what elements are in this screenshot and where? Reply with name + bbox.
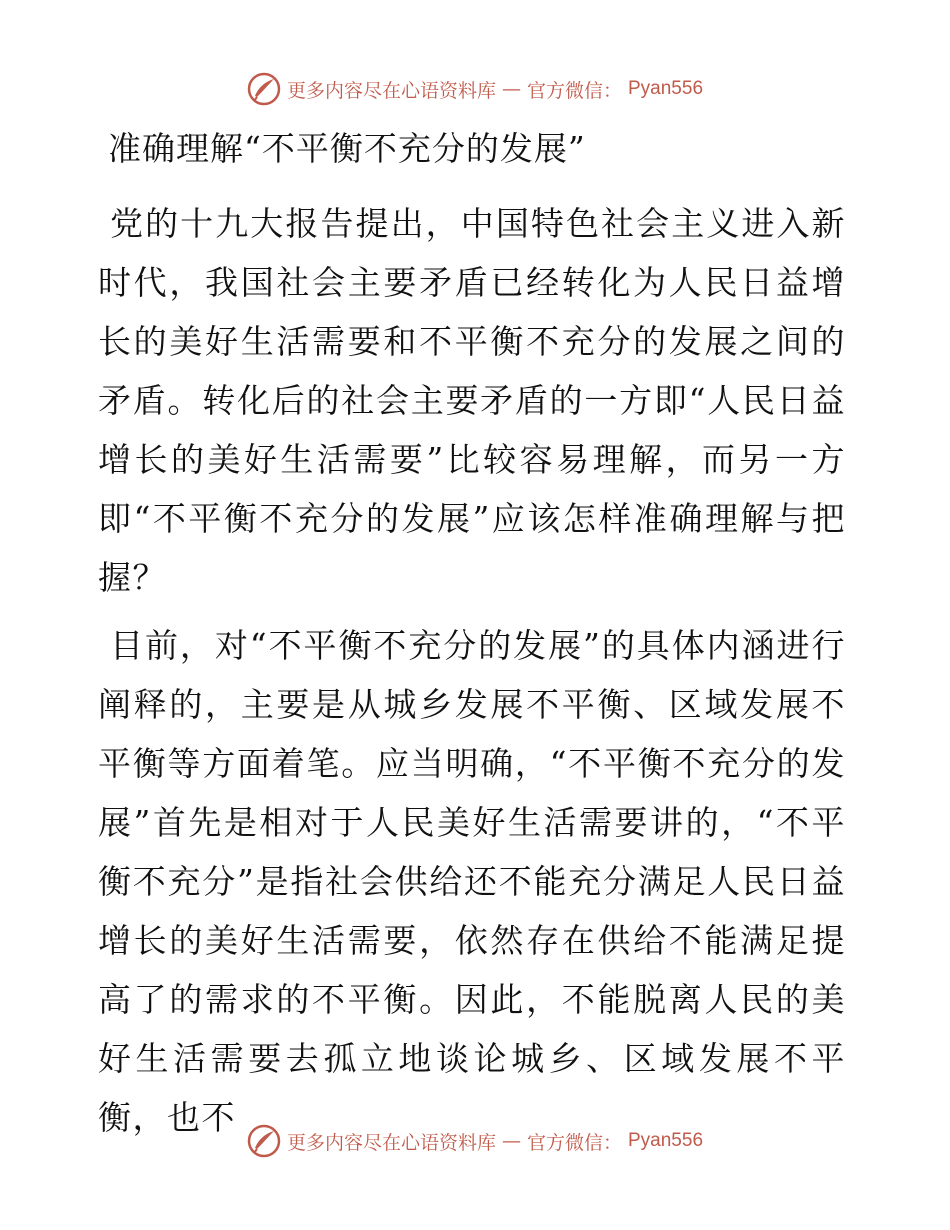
feather-logo-icon xyxy=(247,72,281,106)
watermark-wechat-id: Pyan556 xyxy=(628,1130,704,1151)
watermark-wechat-label: 官方微信： xyxy=(526,1131,622,1154)
watermark-dash: — xyxy=(501,1130,521,1152)
footer-watermark xyxy=(0,1124,950,1158)
watermark-wechat-id: Pyan556 xyxy=(628,78,704,99)
paragraph-1: 党的十九大报告提出，中国特色社会主义进入新时代，我国社会主要矛盾已经转化为人民日益增长的美好生活需要和不平衡不充分的发展之间的矛盾。转化后的社会主要矛盾的一方即“人民日益增长的美好生活需要”比较容易理解，而另一方即“不平衡不充分的发展”应该怎样准确理解与把握？ xyxy=(98,204,846,597)
paragraph-2: 目前，对“不平衡不充分的发展”的具体内涵进行阐释的，主要是从城乡发展不平衡、区域发展不平衡等方面着笔。应当明确，“不平衡不充分的发展”首先是相对于人民美好生活需要讲的，“不平衡不充分”是指社会供给还不能充分满足人民日益增长的美好生活需要，依然存在供给不能满足提高了的需求的不平衡。因此，不能脱离人民的美好生活需要去孤立地谈论城乡、区域发展不平衡，也不 xyxy=(98,626,846,1137)
watermark-text: 更多内容尽在心语资料库 xyxy=(286,1131,496,1154)
watermark-wechat-label: 官方微信： xyxy=(526,79,622,102)
document-title: 准确理解“不平衡不充分的发展” xyxy=(108,129,586,168)
watermark-text: 更多内容尽在心语资料库 xyxy=(286,79,496,102)
watermark-dash: — xyxy=(501,78,521,100)
feather-logo-icon xyxy=(247,1124,281,1158)
header-watermark xyxy=(0,72,950,106)
